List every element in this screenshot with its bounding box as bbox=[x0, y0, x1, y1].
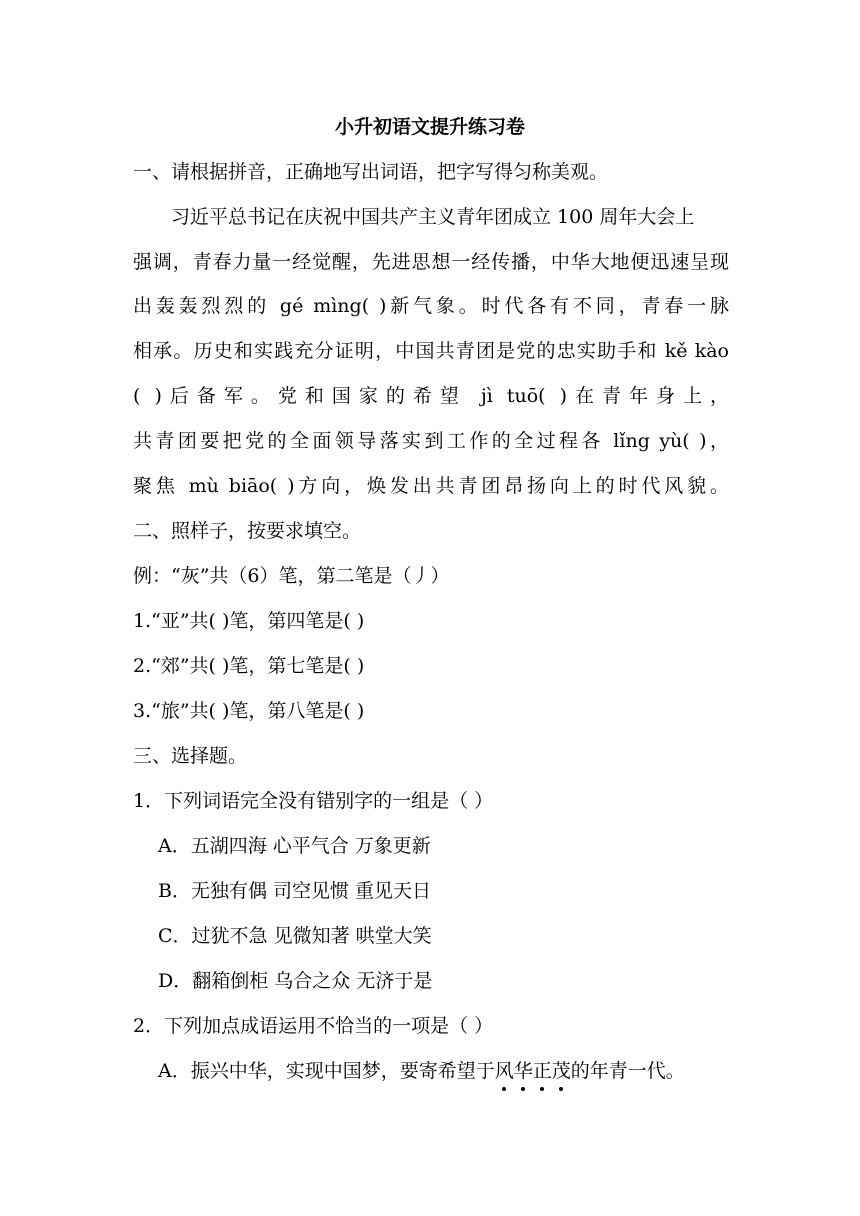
section-1-heading: 一、请根据拼音，正确地写出词语，把字写得匀称美观。 bbox=[133, 161, 609, 183]
question-1-option-d: D．翻箱倒柜 乌合之众 无济于是 bbox=[158, 970, 433, 992]
dotted-char: 正 bbox=[532, 1060, 552, 1082]
passage-line-7: 聚焦 mù biāo( )方向，焕发出共青团昂扬向上的时代风貌。 bbox=[133, 475, 729, 497]
passage-line-1: 习近平总书记在庆祝中国共产主义青年团成立 100 周年大会上 bbox=[171, 206, 695, 228]
option-a-text-after: 的年青一代。 bbox=[570, 1060, 685, 1082]
question-1-stem: 1．下列词语完全没有错别字的一组是（ ） bbox=[133, 790, 494, 812]
section-3-heading: 三、选择题。 bbox=[133, 745, 248, 767]
stroke-question-2: 2.“郊”共( )笔，第七笔是( ) bbox=[133, 655, 365, 677]
dotted-char: 华 bbox=[513, 1060, 533, 1082]
passage-line-3: 出轰轰烈烈的 gé mìng( )新气象。时代各有不同，青春一脉 bbox=[133, 295, 729, 317]
passage-line-2: 强调，青春力量一经觉醒，先进思想一经传播，中华大地便迅速呈现 bbox=[133, 251, 729, 273]
passage-line-6: 共青团要把党的全面领导落实到工作的全过程各 lǐng yù( )， bbox=[133, 430, 729, 452]
passage-line-4: 相承。历史和实践充分证明，中国共青团是党的忠实助手和 kě kào bbox=[133, 340, 729, 362]
dotted-char: 风 bbox=[494, 1060, 514, 1082]
question-1-option-b: B．无独有偶 司空见惯 重见天日 bbox=[158, 880, 432, 902]
passage-line-5: ( )后备军。党和国家的希望 jì tuō( )在青年身上， bbox=[133, 385, 729, 407]
question-1-option-c: C．过犹不急 见微知著 哄堂大笑 bbox=[158, 925, 432, 947]
question-2-stem: 2．下列加点成语运用不恰当的一项是（ ） bbox=[133, 1015, 494, 1037]
question-1-option-a: A．五湖四海 心平气合 万象更新 bbox=[158, 835, 431, 857]
stroke-question-3: 3.“旅”共( )笔，第八笔是( ) bbox=[133, 700, 365, 722]
option-a-text-before: A．振兴中华，实现中国梦，要寄希望于 bbox=[158, 1060, 495, 1082]
page-title: 小升初语文提升练习卷 bbox=[334, 116, 525, 138]
dotted-char: 茂 bbox=[551, 1060, 571, 1082]
stroke-question-1: 1.“亚”共( )笔，第四笔是( ) bbox=[133, 610, 365, 632]
section-2-heading: 二、照样子，按要求填空。 bbox=[133, 520, 362, 542]
question-2-option-a bbox=[158, 1059, 685, 1083]
example-line: 例：“灰”共（6）笔，第二笔是（丿） bbox=[133, 565, 450, 587]
